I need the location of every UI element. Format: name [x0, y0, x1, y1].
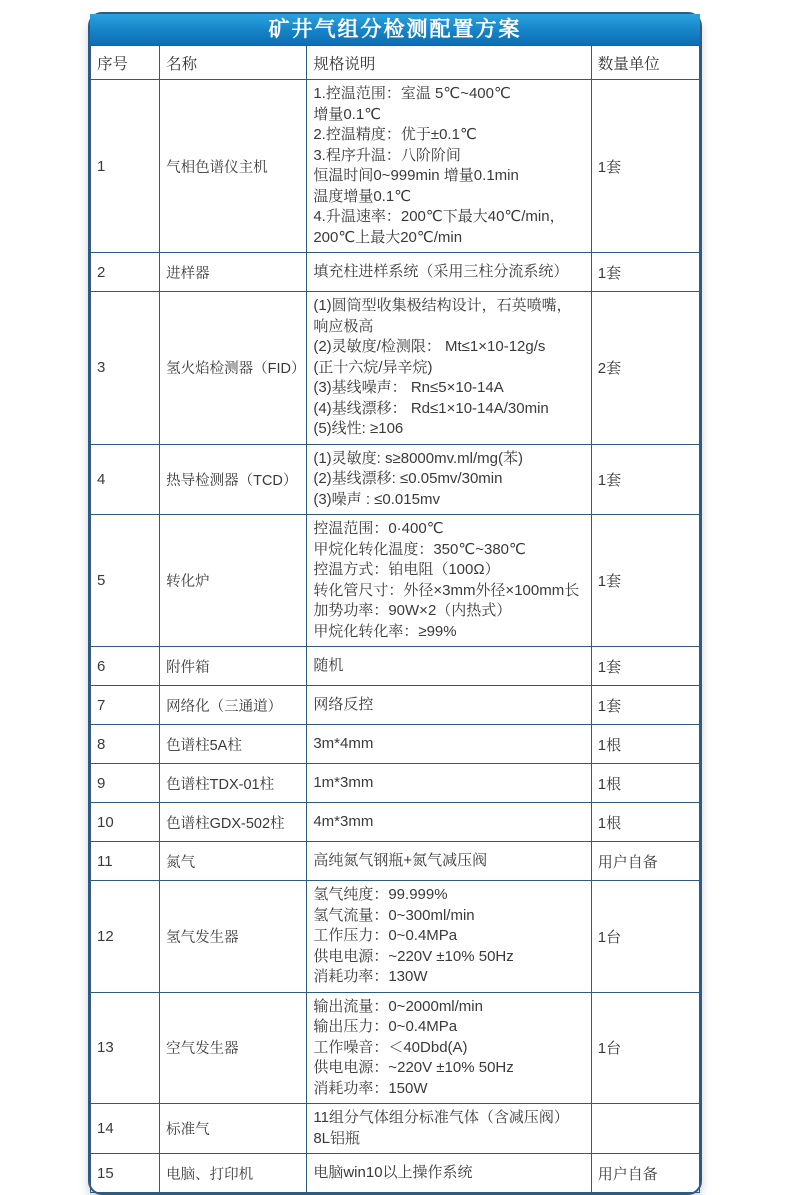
- cell-name: 氢火焰检测器（FID）: [160, 292, 307, 445]
- spec-line: 消耗功率：150W: [313, 1079, 428, 1097]
- spec-line: 1m*3mm: [313, 773, 374, 791]
- spec-line: 供电电源：~220V ±10% 50Hz: [313, 1059, 514, 1076]
- cell-name: 氮气: [160, 842, 307, 881]
- spec-line: 恒温时间0~999min 增量0.1min: [313, 167, 519, 184]
- spec-line: 控温方式：铂电阻（100Ω）: [313, 561, 500, 578]
- cell-spec: [307, 881, 591, 993]
- cell-qty: 1套: [591, 515, 699, 647]
- cell-no: 7: [91, 686, 160, 725]
- cell-no: 4: [91, 444, 160, 515]
- spec-line: 加势功率：90W×2（内热式）: [313, 602, 512, 619]
- table-row: [91, 992, 700, 1104]
- spec-line: 工作压力：0~0.4MPa: [313, 927, 458, 944]
- cell-qty: 1套: [591, 80, 699, 253]
- table-row: [91, 881, 700, 993]
- cell-spec: [307, 686, 591, 725]
- table-row: [91, 292, 700, 445]
- table-row: [91, 444, 700, 515]
- cell-spec: [307, 803, 591, 842]
- spec-line: 8L铝瓶: [313, 1129, 361, 1147]
- spec-line: (2)基线漂移: ≤0.05mv/30min: [313, 470, 503, 487]
- table-row: [91, 80, 700, 253]
- cell-name: 热导检测器（TCD）: [160, 444, 307, 515]
- table-title: 矿井气组分检测配置方案: [90, 14, 700, 45]
- cell-no: 12: [91, 881, 160, 993]
- cell-no: 8: [91, 725, 160, 764]
- spec-line: 电脑win10以上操作系统: [313, 1163, 473, 1181]
- cell-spec: [307, 253, 591, 292]
- cell-spec: [307, 647, 591, 686]
- cell-name: 电脑、打印机: [160, 1154, 307, 1193]
- cell-qty: 1套: [591, 686, 699, 725]
- cell-no: 1: [91, 80, 160, 253]
- cell-qty: 1套: [591, 253, 699, 292]
- config-table-card: [88, 12, 702, 1195]
- spec-line: 转化管尺寸：外径×3mm外径×100mm长: [313, 581, 580, 599]
- col-header-name: 名称: [160, 46, 307, 80]
- spec-line: 高纯氮气钢瓶+氮气减压阀: [313, 851, 488, 869]
- spec-line: 11组分气体组分标准气体（含减压阀）: [313, 1109, 569, 1126]
- spec-line: 3.程序升温：八阶阶间: [313, 146, 461, 164]
- cell-spec: [307, 725, 591, 764]
- cell-no: 9: [91, 764, 160, 803]
- config-table: [90, 45, 700, 1193]
- cell-name: 进样器: [160, 253, 307, 292]
- cell-name: 标准气: [160, 1104, 307, 1154]
- cell-name: 色谱柱GDX-502柱: [160, 803, 307, 842]
- spec-line: 输出流量：0~2000ml/min: [313, 997, 483, 1015]
- table-row: [91, 253, 700, 292]
- spec-line: (3)噪声 : ≤0.015mv: [313, 490, 440, 508]
- cell-name: 转化炉: [160, 515, 307, 647]
- cell-spec: [307, 1104, 591, 1154]
- cell-no: 10: [91, 803, 160, 842]
- cell-name: 网络化（三通道）: [160, 686, 307, 725]
- cell-no: 2: [91, 253, 160, 292]
- spec-line: 1.控温范围：室温 5℃~400℃: [313, 85, 511, 102]
- spec-line: 填充柱进样系统（采用三柱分流系统）: [313, 262, 569, 280]
- spec-line: 工作噪音：＜40Dbd(A): [313, 1038, 468, 1056]
- spec-line: 响应极高: [313, 317, 374, 335]
- col-header-qty: 数量单位: [591, 46, 699, 80]
- cell-name: 附件箱: [160, 647, 307, 686]
- spec-line: 2.控温精度：优于±0.1℃: [313, 126, 477, 143]
- cell-no: 3: [91, 292, 160, 445]
- table-row: [91, 764, 700, 803]
- cell-name: 空气发生器: [160, 992, 307, 1104]
- cell-name: 色谱柱5A柱: [160, 725, 307, 764]
- cell-spec: [307, 292, 591, 445]
- spec-line: 输出压力：0~0.4MPa: [313, 1018, 458, 1035]
- spec-line: (5)线性: ≥106: [313, 420, 404, 437]
- cell-qty: 1根: [591, 803, 699, 842]
- spec-line: 供电电源：~220V ±10% 50Hz: [313, 947, 514, 965]
- spec-line: 氢气流量：0~300ml/min: [313, 906, 475, 924]
- cell-qty: 2套: [591, 292, 699, 445]
- cell-qty: 用户自备: [591, 1154, 699, 1193]
- spec-line: 消耗功率：130W: [313, 968, 428, 985]
- cell-no: 11: [91, 842, 160, 881]
- cell-spec: [307, 842, 591, 881]
- cell-no: 6: [91, 647, 160, 686]
- cell-no: 15: [91, 1154, 160, 1193]
- spec-line: 控温范围：0·400℃: [313, 520, 444, 537]
- table-row: [91, 1104, 700, 1154]
- spec-line: (3)基线噪声： Rn≤5×10-14A: [313, 379, 504, 396]
- spec-line: 增量0.1℃: [313, 105, 382, 123]
- cell-qty: [591, 1104, 699, 1154]
- cell-name: 色谱柱TDX-01柱: [160, 764, 307, 803]
- table-row: [91, 647, 700, 686]
- spec-line: 3m*4mm: [313, 734, 374, 752]
- cell-spec: [307, 444, 591, 515]
- spec-line: 温度增量0.1℃: [313, 187, 412, 205]
- header-row: [91, 46, 700, 80]
- table-row: [91, 803, 700, 842]
- cell-spec: [307, 1154, 591, 1193]
- cell-qty: 1套: [591, 444, 699, 515]
- cell-qty: 1台: [591, 881, 699, 993]
- spec-line: (1)灵敏度: s≥8000mv.ml/mg(苯): [313, 449, 523, 467]
- col-header-no: 序号: [91, 46, 160, 80]
- spec-line: 随机: [313, 656, 344, 674]
- col-header-spec: 规格说明: [307, 46, 591, 80]
- cell-qty: 1台: [591, 992, 699, 1104]
- spec-line: 4m*3mm: [313, 812, 374, 830]
- cell-no: 14: [91, 1104, 160, 1154]
- table-row: [91, 1154, 700, 1193]
- cell-spec: [307, 992, 591, 1104]
- cell-spec: [307, 80, 591, 253]
- table-row: [91, 686, 700, 725]
- cell-qty: 1套: [591, 647, 699, 686]
- table-row: [91, 725, 700, 764]
- spec-line: 氢气纯度：99.999%: [313, 886, 448, 903]
- spec-line: 200℃上最大20℃/min: [313, 228, 463, 246]
- cell-qty: 用户自备: [591, 842, 699, 881]
- table-row: [91, 515, 700, 647]
- table-row: [91, 842, 700, 881]
- cell-name: 气相色谱仪主机: [160, 80, 307, 253]
- spec-line: (1)圆筒型收集极结构设计，石英喷嘴，: [313, 297, 572, 314]
- spec-line: (2)灵敏度/检测限： Mt≤1×10-12g/s: [313, 338, 546, 355]
- cell-qty: 1根: [591, 764, 699, 803]
- spec-line: 甲烷化转化率：≥99%: [313, 622, 457, 640]
- cell-spec: [307, 764, 591, 803]
- spec-line: 网络反控: [313, 695, 374, 713]
- cell-name: 氢气发生器: [160, 881, 307, 993]
- cell-no: 13: [91, 992, 160, 1104]
- spec-line: (正十六烷/异辛烷): [313, 358, 433, 376]
- table-header: [91, 46, 700, 80]
- spec-line: (4)基线漂移： Rd≤1×10-14A/30min: [313, 399, 549, 417]
- spec-line: 甲烷化转化温度：350℃~380℃: [313, 540, 526, 558]
- table-body: [91, 80, 700, 1193]
- spec-line: 4.升温速率：200℃下最大40℃/min，: [313, 208, 565, 225]
- cell-no: 5: [91, 515, 160, 647]
- cell-qty: 1根: [591, 725, 699, 764]
- cell-spec: [307, 515, 591, 647]
